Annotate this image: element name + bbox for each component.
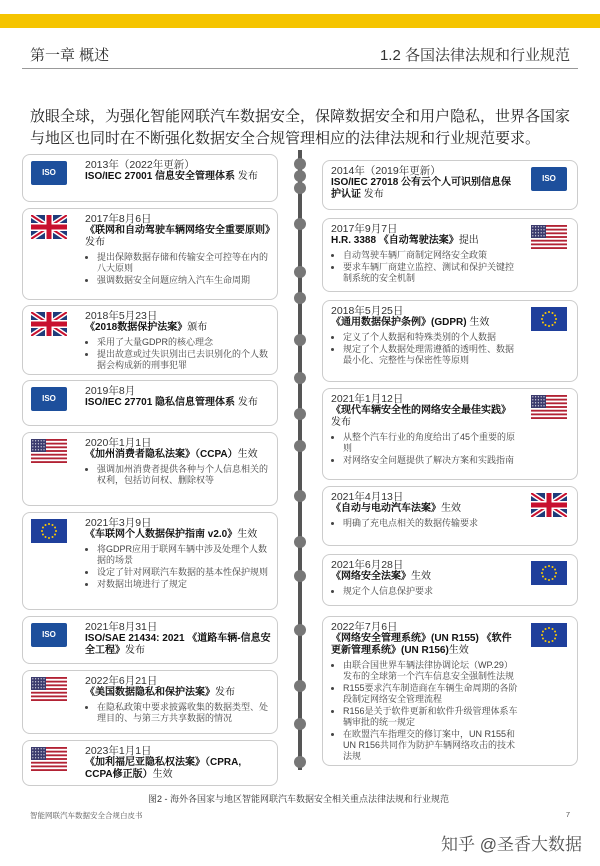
regulation-date: 2014年（2019年更新） <box>331 165 441 177</box>
regulation-date: 2021年4月13日 <box>331 491 404 503</box>
regulation-name: 《加利福尼亚隐私权法案》（CPRA, CCPA修正版） <box>85 757 242 780</box>
timeline-dot <box>294 218 306 230</box>
regulation-title <box>331 177 519 201</box>
regulation-card <box>322 300 578 382</box>
regulation-title <box>85 687 271 699</box>
regulation-status: 发布 <box>125 645 145 656</box>
regulation-name: ISO/IEC 27001 信息安全管理体系 <box>85 171 236 182</box>
regulation-points <box>85 702 271 724</box>
intro-paragraph: 放眼全球，为强化智能网联汽车数据安全，保障数据安全和用户隐私，世界各国家与地区也同时在不断强化数据安全合规管理相应的法律法规和行业规范要求。 <box>30 108 571 147</box>
regulation-name: ISO/IEC 27018 公有云个人可识别信息保护认证 <box>331 177 512 200</box>
regulation-name: 《通用数据保护条例》(GDPR) <box>331 317 467 328</box>
iso-logo-icon: ISO <box>31 387 67 411</box>
regulation-title <box>85 529 271 541</box>
regulation-point: • 规定了个人数据处理需遵循的透明性、数据最小化、完整性与保密性等原则 <box>343 344 519 366</box>
regulation-point: • 提出保障数据存储和传输安全可控等在内的八大原则 <box>97 252 271 274</box>
us-flag-icon <box>31 747 67 771</box>
regulation-name: 《联网和自动驾驶车辆网络安全重要原则》 <box>85 225 275 236</box>
regulation-point: • 从整个汽车行业的角度给出了45个重要的原则 <box>343 432 519 454</box>
timeline-dot <box>294 490 306 502</box>
iso-logo-icon: ISO <box>31 623 67 647</box>
timeline-dot <box>294 372 306 384</box>
regulation-points <box>85 252 271 286</box>
regulation-point: • 自动驾驶车辆厂商制定网络安全政策 <box>343 250 519 261</box>
regulation-name: 《车联网个人数据保护指南 v2.0》 <box>85 529 238 540</box>
header-divider <box>22 68 578 69</box>
regulation-title <box>85 171 271 183</box>
card-text <box>85 385 271 409</box>
regulation-point: • 在隐私政策中要求披露收集的数据类型、处理目的、与第三方共享数据的情况 <box>97 702 271 724</box>
regulation-point: • 将GDPR应用于联网车辆中涉及处理个人数据的场景 <box>97 544 271 566</box>
regulation-name: 《现代车辆安全性的网络安全最佳实践》 <box>331 405 511 416</box>
regulation-title <box>331 317 519 329</box>
regulation-status: 生效 <box>441 503 461 514</box>
regulation-card <box>22 512 278 610</box>
regulation-point: • 明确了充电点相关的数据传输要求 <box>343 518 519 529</box>
regulation-point: • 提出故意或过失识别出已去识别化的个人数据会构成新的刑事犯罪 <box>97 349 271 371</box>
regulation-card <box>322 388 578 480</box>
regulation-date: 2021年6月28日 <box>331 559 404 571</box>
section-title: 1.2 各国法律法规和行业规范 <box>379 47 570 64</box>
regulation-point: • 对网络安全问题提供了解决方案和实践指南 <box>343 455 519 466</box>
regulation-name: ISO/SAE 21434: 2021 《道路车辆-信息安全工程》 <box>85 633 271 656</box>
regulation-point: • 定义了个人数据和特殊类别的个人数据 <box>343 332 519 343</box>
card-text <box>85 213 275 286</box>
timeline-dot <box>294 624 306 636</box>
regulation-point: • R156是关于软件更新和软件升级管理体系车辆审批的统一规定 <box>343 706 519 728</box>
regulation-status: 提出 <box>458 235 479 246</box>
card-text <box>85 517 271 590</box>
timeline-dot <box>294 170 306 182</box>
regulation-title <box>85 757 271 781</box>
regulation-status: 发布 <box>235 171 258 182</box>
regulation-name: 《美国数据隐私和保护法案》 <box>85 687 215 698</box>
regulation-points <box>331 660 519 762</box>
accent-bar <box>0 14 600 28</box>
regulation-name: 《自动与电动汽车法案》 <box>331 503 441 514</box>
timeline-dot <box>294 158 306 170</box>
regulation-date: 2023年1月1日 <box>85 745 152 757</box>
regulation-date: 2022年7月6日 <box>331 621 398 633</box>
regulation-date: 2018年5月23日 <box>85 310 158 322</box>
card-text <box>85 675 271 724</box>
uk-flag-icon <box>31 215 67 239</box>
regulation-card <box>22 380 278 426</box>
regulation-points <box>85 337 271 371</box>
regulation-card <box>22 208 278 300</box>
regulation-title <box>331 503 519 515</box>
us-flag-icon <box>31 677 67 701</box>
regulation-status: 发布 <box>85 237 105 248</box>
uk-flag-icon <box>31 312 67 336</box>
watermark: 知乎 @圣香大数据 <box>441 835 582 854</box>
page-number: 7 <box>565 810 570 819</box>
regulation-card <box>22 670 278 734</box>
regulation-title <box>331 633 519 657</box>
regulation-date: 2017年8月6日 <box>85 213 152 225</box>
regulation-card <box>22 616 278 664</box>
card-text <box>331 559 519 597</box>
regulation-status: 发布 <box>215 687 235 698</box>
regulation-status: 生效 <box>237 529 258 540</box>
eu-flag-icon <box>531 307 567 331</box>
card-text <box>85 745 271 781</box>
regulation-date: 2019年8月 <box>85 385 136 397</box>
us-flag-icon <box>31 439 67 463</box>
card-text <box>331 165 519 201</box>
timeline-dot <box>294 536 306 548</box>
timeline-dot <box>294 292 306 304</box>
regulation-card <box>322 218 578 292</box>
regulation-point: • 强调加州消费者提供各种与个人信息相关的权利，包括访问权、删除权等 <box>97 464 271 486</box>
regulation-date: 2021年8月31日 <box>85 621 158 633</box>
regulation-card <box>22 305 278 375</box>
regulation-point: • 设定了针对网联汽车数据的基本性保护规则 <box>97 567 271 578</box>
regulation-name: H.R. 3388 《自动驾驶法案》 <box>331 235 459 246</box>
regulation-points <box>85 464 271 486</box>
footer-title: 智能网联汽车数据安全合规白皮书 <box>30 811 143 820</box>
timeline-dot <box>294 756 306 768</box>
timeline-dot <box>294 334 306 346</box>
card-text <box>331 393 519 466</box>
card-text <box>331 223 519 284</box>
regulation-title <box>85 633 271 657</box>
eu-flag-icon <box>31 519 67 543</box>
regulation-status: 颁布 <box>187 322 208 333</box>
regulation-date: 2020年1月1日 <box>85 437 152 449</box>
card-text <box>331 491 519 529</box>
regulation-status: 生效 <box>237 449 258 460</box>
us-flag-icon <box>531 225 567 249</box>
regulation-point: • 要求车辆厂商建立监控、测试和保护关键控制系统的安全机制 <box>343 262 519 284</box>
card-text <box>85 437 271 486</box>
regulation-status: 生效 <box>152 769 173 780</box>
regulation-point: • 在欧盟汽车指理交的修订案中，UN R155和UN R156共同作为防护车辆网络攻击的技术法规 <box>343 729 519 762</box>
regulation-status: 生效 <box>448 645 469 656</box>
iso-logo-icon: ISO <box>531 167 567 191</box>
regulation-name: 《2018数据保护法案》 <box>85 322 188 333</box>
regulation-points <box>85 544 271 590</box>
regulation-name: 《网络安全法案》 <box>331 571 411 582</box>
regulation-points <box>331 518 519 529</box>
regulation-points <box>331 432 519 466</box>
timeline-dot <box>294 408 306 420</box>
regulation-card <box>322 616 578 766</box>
regulation-date: 2013年（2022年更新） <box>85 159 195 171</box>
regulation-points <box>331 586 519 597</box>
regulation-card <box>322 486 578 546</box>
card-text <box>85 621 271 657</box>
card-text <box>85 310 271 371</box>
card-text <box>331 621 519 762</box>
regulation-title <box>85 322 271 334</box>
uk-flag-icon <box>531 493 567 517</box>
regulation-date: 2021年3月9日 <box>85 517 152 529</box>
regulation-title <box>85 397 271 409</box>
chapter-title: 第一章 概述 <box>30 47 110 64</box>
regulation-status: 生效 <box>411 571 431 582</box>
regulation-point: • 对数据出境进行了规定 <box>97 579 271 590</box>
card-text <box>331 305 519 366</box>
regulation-status: 发布 <box>331 417 351 428</box>
regulation-name: ISO/IEC 27701 隐私信息管理体系 <box>85 397 236 408</box>
regulation-point: • R155要求汽车制造商在车辆生命周期的各阶段制定网络安全管理流程 <box>343 683 519 705</box>
figure-caption: 图2 - 海外各国家与地区智能网联汽车数据安全相关重点法律法规和行业规范 <box>148 794 450 804</box>
regulation-card <box>22 154 278 202</box>
regulation-card <box>322 160 578 210</box>
timeline-dot <box>294 266 306 278</box>
timeline-dot <box>294 570 306 582</box>
regulation-point: • 强调数据安全问题应纳入汽车生命周期 <box>97 275 271 286</box>
regulation-point: • 由联合国世界车辆法律协调论坛（WP.29）发布的全球第一个汽车信息安全强制性法规 <box>343 660 519 682</box>
regulation-status: 发布 <box>361 189 384 200</box>
eu-flag-icon <box>531 623 567 647</box>
regulation-date: 2022年6月21日 <box>85 675 158 687</box>
timeline-dot <box>294 182 306 194</box>
regulation-points <box>331 250 519 284</box>
regulation-card <box>22 740 278 786</box>
regulation-date: 2017年9月7日 <box>331 223 398 235</box>
regulation-point: • 采用了大量GDPR的核心理念 <box>97 337 271 348</box>
regulation-title <box>331 405 519 429</box>
regulation-points <box>331 332 519 366</box>
card-text <box>85 159 271 183</box>
page-header <box>0 0 600 86</box>
us-flag-icon <box>531 395 567 419</box>
regulation-title <box>331 235 519 247</box>
regulation-name: 《网络安全管理系统》(UN R155) 《软件更新管理系统》(UN R156) <box>331 633 512 656</box>
regulation-status: 生效 <box>466 317 490 328</box>
iso-logo-icon: ISO <box>31 161 67 185</box>
regulation-name: 《加州消费者隐私法案》（CCPA） <box>85 449 238 460</box>
regulation-date: 2018年5月25日 <box>331 305 404 317</box>
regulation-title <box>85 449 271 461</box>
timeline-dot <box>294 440 306 452</box>
eu-flag-icon <box>531 561 567 585</box>
regulation-point: • 规定个人信息保护要求 <box>343 586 519 597</box>
regulation-title <box>85 225 275 249</box>
timeline-dot <box>294 718 306 730</box>
regulation-title <box>331 571 519 583</box>
regulation-status: 发布 <box>235 397 258 408</box>
timeline-spine <box>298 150 302 770</box>
timeline-dot <box>294 680 306 692</box>
timeline <box>0 150 600 780</box>
regulation-card <box>22 432 278 506</box>
regulation-card <box>322 554 578 606</box>
regulation-date: 2021年1月12日 <box>331 393 404 405</box>
